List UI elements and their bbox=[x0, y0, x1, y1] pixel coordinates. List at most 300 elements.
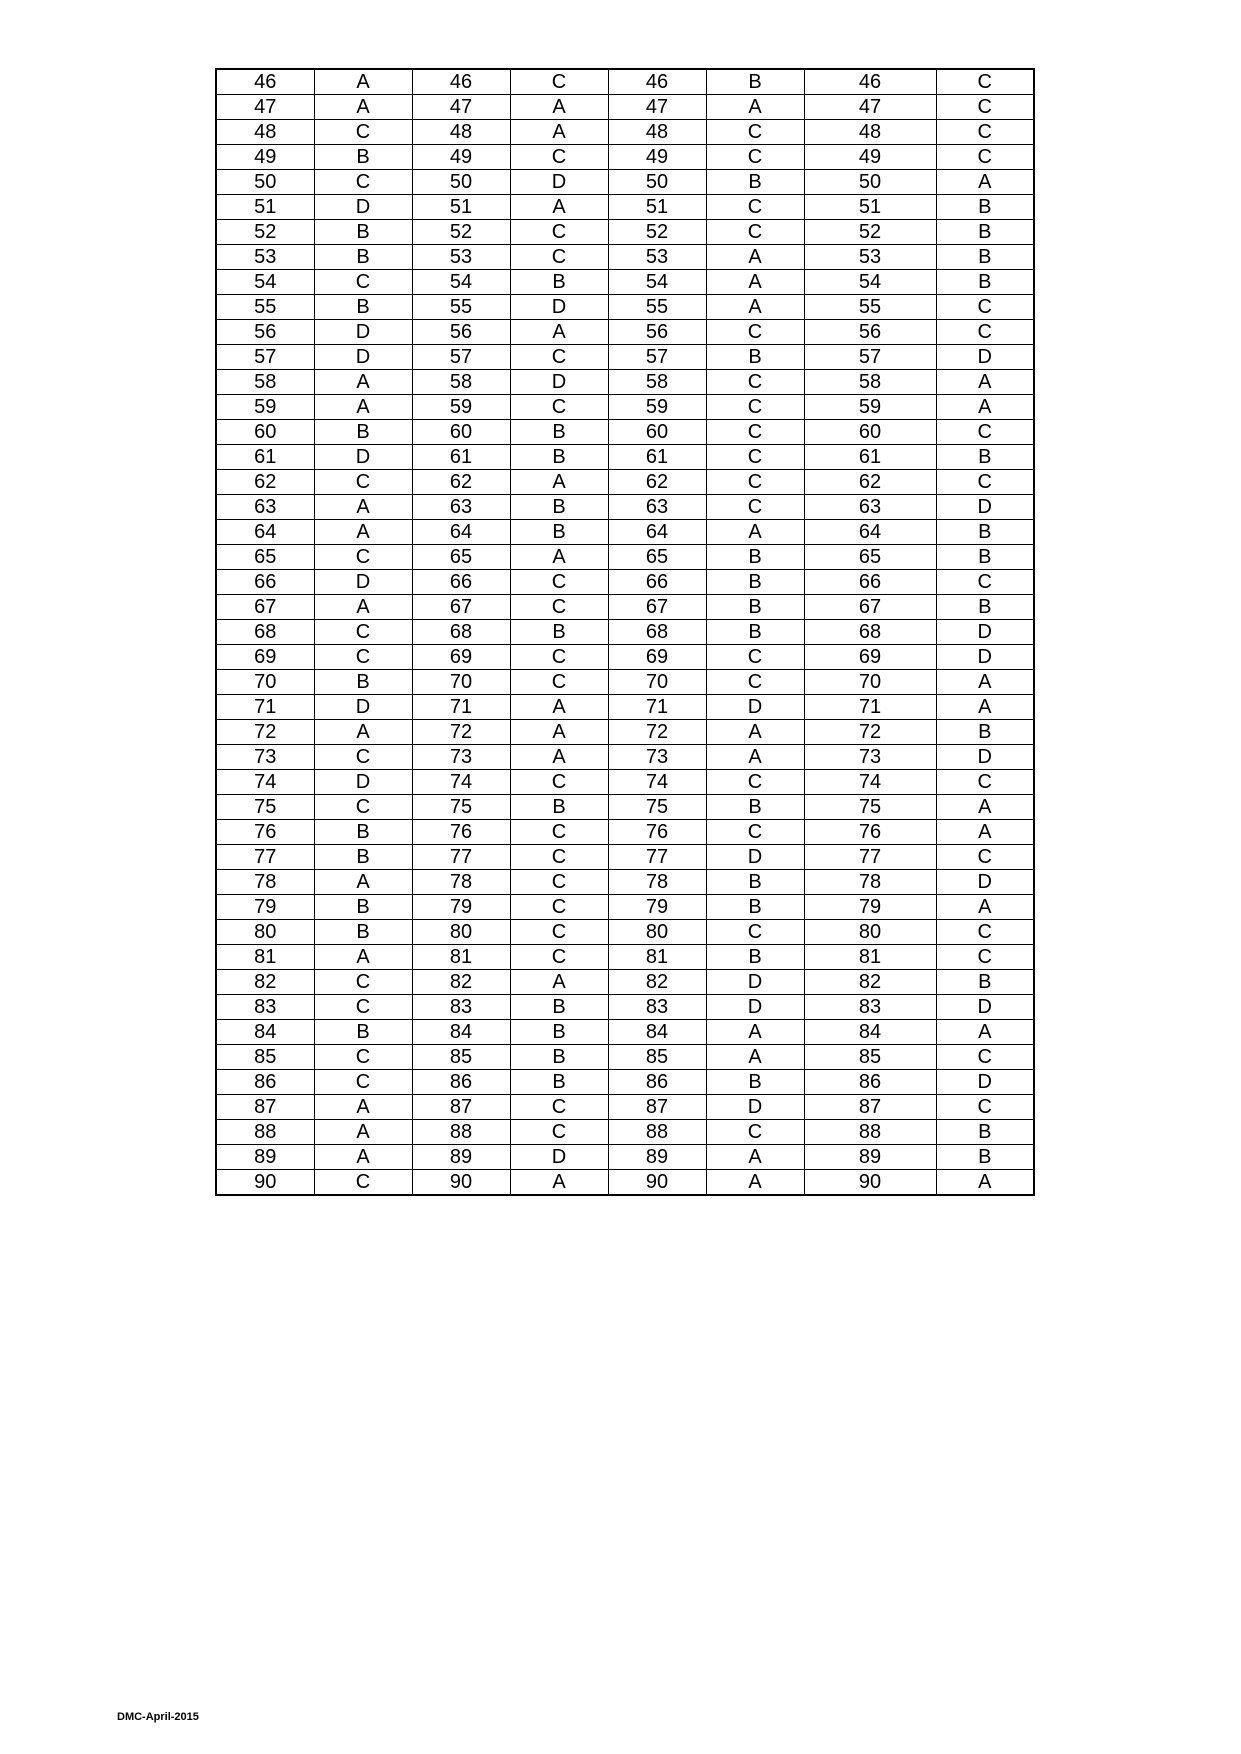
question-number-cell: 75 bbox=[412, 795, 510, 820]
question-number-cell: 88 bbox=[216, 1120, 314, 1145]
answer-cell: A bbox=[510, 195, 608, 220]
question-number-cell: 87 bbox=[412, 1095, 510, 1120]
answer-cell: A bbox=[936, 895, 1034, 920]
answer-cell: C bbox=[314, 545, 412, 570]
table-row bbox=[216, 470, 1034, 495]
answer-cell: C bbox=[706, 645, 804, 670]
question-number-cell: 62 bbox=[804, 470, 936, 495]
question-number-cell: 87 bbox=[608, 1095, 706, 1120]
question-number-cell: 49 bbox=[412, 145, 510, 170]
answer-cell: D bbox=[510, 295, 608, 320]
question-number-cell: 88 bbox=[412, 1120, 510, 1145]
table-row bbox=[216, 845, 1034, 870]
question-number-cell: 86 bbox=[216, 1070, 314, 1095]
question-number-cell: 67 bbox=[412, 595, 510, 620]
answer-cell: D bbox=[510, 170, 608, 195]
question-number-cell: 80 bbox=[804, 920, 936, 945]
answer-cell: B bbox=[510, 995, 608, 1020]
answer-cell: C bbox=[936, 295, 1034, 320]
question-number-cell: 69 bbox=[412, 645, 510, 670]
question-number-cell: 48 bbox=[608, 120, 706, 145]
answer-cell: B bbox=[510, 620, 608, 645]
answer-cell: B bbox=[510, 1070, 608, 1095]
question-number-cell: 78 bbox=[608, 870, 706, 895]
table-row bbox=[216, 270, 1034, 295]
question-number-cell: 72 bbox=[216, 720, 314, 745]
question-number-cell: 85 bbox=[412, 1045, 510, 1070]
question-number-cell: 55 bbox=[608, 295, 706, 320]
question-number-cell: 84 bbox=[804, 1020, 936, 1045]
table-row bbox=[216, 570, 1034, 595]
question-number-cell: 67 bbox=[804, 595, 936, 620]
answer-cell: A bbox=[936, 1170, 1034, 1196]
question-number-cell: 50 bbox=[608, 170, 706, 195]
question-number-cell: 81 bbox=[608, 945, 706, 970]
question-number-cell: 72 bbox=[608, 720, 706, 745]
question-number-cell: 80 bbox=[608, 920, 706, 945]
question-number-cell: 84 bbox=[216, 1020, 314, 1045]
question-number-cell: 72 bbox=[412, 720, 510, 745]
question-number-cell: 52 bbox=[804, 220, 936, 245]
answer-cell: C bbox=[510, 920, 608, 945]
answer-cell: B bbox=[706, 620, 804, 645]
answer-cell: D bbox=[936, 620, 1034, 645]
question-number-cell: 56 bbox=[412, 320, 510, 345]
answer-cell: A bbox=[314, 945, 412, 970]
answer-cell: B bbox=[936, 520, 1034, 545]
question-number-cell: 84 bbox=[608, 1020, 706, 1045]
question-number-cell: 89 bbox=[216, 1145, 314, 1170]
answer-cell: A bbox=[510, 745, 608, 770]
answer-cell: B bbox=[510, 420, 608, 445]
question-number-cell: 54 bbox=[804, 270, 936, 295]
question-number-cell: 83 bbox=[804, 995, 936, 1020]
answer-cell: C bbox=[706, 220, 804, 245]
question-number-cell: 62 bbox=[608, 470, 706, 495]
answer-cell: D bbox=[936, 995, 1034, 1020]
question-number-cell: 73 bbox=[804, 745, 936, 770]
answer-cell: A bbox=[706, 270, 804, 295]
answer-cell: A bbox=[510, 720, 608, 745]
answer-cell: B bbox=[314, 820, 412, 845]
table-row bbox=[216, 1095, 1034, 1120]
answer-cell: D bbox=[314, 320, 412, 345]
question-number-cell: 88 bbox=[608, 1120, 706, 1145]
question-number-cell: 53 bbox=[804, 245, 936, 270]
table-row bbox=[216, 970, 1034, 995]
question-number-cell: 47 bbox=[608, 95, 706, 120]
footer-label: DMC-April-2015 bbox=[117, 1711, 199, 1723]
answer-cell: C bbox=[510, 145, 608, 170]
question-number-cell: 54 bbox=[608, 270, 706, 295]
answer-cell: B bbox=[706, 345, 804, 370]
question-number-cell: 58 bbox=[804, 370, 936, 395]
question-number-cell: 82 bbox=[412, 970, 510, 995]
answer-cell: A bbox=[314, 1095, 412, 1120]
question-number-cell: 61 bbox=[804, 445, 936, 470]
answer-cell: B bbox=[936, 970, 1034, 995]
answer-key-table bbox=[215, 68, 1035, 1196]
question-number-cell: 60 bbox=[412, 420, 510, 445]
question-number-cell: 61 bbox=[412, 445, 510, 470]
question-number-cell: 62 bbox=[412, 470, 510, 495]
answer-cell: C bbox=[314, 745, 412, 770]
question-number-cell: 55 bbox=[804, 295, 936, 320]
answer-cell: A bbox=[314, 1145, 412, 1170]
table-row bbox=[216, 295, 1034, 320]
question-number-cell: 73 bbox=[216, 745, 314, 770]
question-number-cell: 76 bbox=[804, 820, 936, 845]
answer-cell: D bbox=[706, 1095, 804, 1120]
question-number-cell: 90 bbox=[412, 1170, 510, 1196]
question-number-cell: 70 bbox=[216, 670, 314, 695]
question-number-cell: 77 bbox=[216, 845, 314, 870]
question-number-cell: 74 bbox=[412, 770, 510, 795]
answer-cell: C bbox=[936, 845, 1034, 870]
answer-cell: C bbox=[510, 945, 608, 970]
table-row bbox=[216, 720, 1034, 745]
question-number-cell: 67 bbox=[608, 595, 706, 620]
answer-cell: C bbox=[510, 69, 608, 95]
question-number-cell: 60 bbox=[804, 420, 936, 445]
answer-cell: B bbox=[936, 445, 1034, 470]
question-number-cell: 48 bbox=[216, 120, 314, 145]
question-number-cell: 71 bbox=[216, 695, 314, 720]
table-row bbox=[216, 1070, 1034, 1095]
table-row bbox=[216, 1120, 1034, 1145]
question-number-cell: 76 bbox=[412, 820, 510, 845]
table-row bbox=[216, 120, 1034, 145]
answer-cell: C bbox=[510, 845, 608, 870]
answer-cell: C bbox=[510, 1120, 608, 1145]
question-number-cell: 81 bbox=[216, 945, 314, 970]
answer-cell: B bbox=[936, 595, 1034, 620]
question-number-cell: 46 bbox=[412, 69, 510, 95]
table-row bbox=[216, 620, 1034, 645]
question-number-cell: 82 bbox=[608, 970, 706, 995]
question-number-cell: 68 bbox=[804, 620, 936, 645]
answer-key-body bbox=[216, 69, 1034, 1195]
question-number-cell: 64 bbox=[216, 520, 314, 545]
answer-cell: C bbox=[314, 995, 412, 1020]
answer-cell: D bbox=[314, 345, 412, 370]
answer-cell: A bbox=[510, 320, 608, 345]
table-row bbox=[216, 1020, 1034, 1045]
table-row bbox=[216, 920, 1034, 945]
question-number-cell: 78 bbox=[804, 870, 936, 895]
answer-cell: C bbox=[314, 1045, 412, 1070]
answer-cell: A bbox=[510, 1170, 608, 1196]
question-number-cell: 55 bbox=[216, 295, 314, 320]
table-row bbox=[216, 945, 1034, 970]
answer-cell: C bbox=[314, 170, 412, 195]
answer-cell: C bbox=[510, 645, 608, 670]
answer-cell: C bbox=[510, 870, 608, 895]
question-number-cell: 71 bbox=[608, 695, 706, 720]
table-row bbox=[216, 170, 1034, 195]
question-number-cell: 86 bbox=[608, 1070, 706, 1095]
question-number-cell: 59 bbox=[608, 395, 706, 420]
answer-cell: C bbox=[936, 1095, 1034, 1120]
table-row bbox=[216, 870, 1034, 895]
answer-cell: C bbox=[510, 770, 608, 795]
answer-cell: C bbox=[706, 670, 804, 695]
answer-cell: C bbox=[706, 445, 804, 470]
answer-cell: A bbox=[510, 470, 608, 495]
table-row bbox=[216, 320, 1034, 345]
question-number-cell: 65 bbox=[804, 545, 936, 570]
answer-cell: A bbox=[706, 745, 804, 770]
answer-cell: D bbox=[936, 345, 1034, 370]
question-number-cell: 89 bbox=[804, 1145, 936, 1170]
answer-cell: A bbox=[706, 1045, 804, 1070]
question-number-cell: 90 bbox=[608, 1170, 706, 1196]
table-row bbox=[216, 345, 1034, 370]
answer-cell: D bbox=[510, 1145, 608, 1170]
answer-cell: B bbox=[706, 870, 804, 895]
question-number-cell: 69 bbox=[608, 645, 706, 670]
table-row bbox=[216, 145, 1034, 170]
answer-cell: B bbox=[936, 545, 1034, 570]
question-number-cell: 77 bbox=[412, 845, 510, 870]
question-number-cell: 77 bbox=[608, 845, 706, 870]
question-number-cell: 47 bbox=[804, 95, 936, 120]
question-number-cell: 57 bbox=[608, 345, 706, 370]
answer-cell: A bbox=[510, 695, 608, 720]
answer-cell: C bbox=[706, 770, 804, 795]
answer-cell: C bbox=[314, 795, 412, 820]
answer-cell: C bbox=[706, 395, 804, 420]
answer-cell: C bbox=[314, 620, 412, 645]
answer-cell: A bbox=[936, 370, 1034, 395]
answer-cell: A bbox=[510, 120, 608, 145]
answer-cell: B bbox=[936, 270, 1034, 295]
question-number-cell: 86 bbox=[804, 1070, 936, 1095]
question-number-cell: 47 bbox=[412, 95, 510, 120]
question-number-cell: 80 bbox=[216, 920, 314, 945]
answer-cell: A bbox=[706, 95, 804, 120]
answer-cell: C bbox=[936, 320, 1034, 345]
answer-cell: C bbox=[314, 645, 412, 670]
answer-cell: C bbox=[706, 1120, 804, 1145]
answer-cell: C bbox=[314, 1170, 412, 1196]
question-number-cell: 63 bbox=[216, 495, 314, 520]
answer-cell: A bbox=[314, 1120, 412, 1145]
question-number-cell: 79 bbox=[412, 895, 510, 920]
answer-cell: A bbox=[510, 95, 608, 120]
answer-cell: C bbox=[510, 895, 608, 920]
question-number-cell: 69 bbox=[216, 645, 314, 670]
answer-cell: B bbox=[706, 545, 804, 570]
question-number-cell: 85 bbox=[608, 1045, 706, 1070]
answer-cell: C bbox=[314, 270, 412, 295]
answer-cell: B bbox=[936, 1120, 1034, 1145]
answer-cell: C bbox=[936, 920, 1034, 945]
answer-cell: D bbox=[936, 745, 1034, 770]
answer-cell: C bbox=[706, 320, 804, 345]
answer-cell: C bbox=[510, 245, 608, 270]
question-number-cell: 50 bbox=[216, 170, 314, 195]
question-number-cell: 87 bbox=[216, 1095, 314, 1120]
question-number-cell: 65 bbox=[608, 545, 706, 570]
answer-cell: C bbox=[936, 470, 1034, 495]
question-number-cell: 59 bbox=[216, 395, 314, 420]
answer-cell: B bbox=[510, 520, 608, 545]
answer-cell: C bbox=[510, 820, 608, 845]
question-number-cell: 75 bbox=[216, 795, 314, 820]
question-number-cell: 46 bbox=[216, 69, 314, 95]
question-number-cell: 66 bbox=[412, 570, 510, 595]
question-number-cell: 63 bbox=[608, 495, 706, 520]
question-number-cell: 59 bbox=[412, 395, 510, 420]
answer-cell: B bbox=[706, 170, 804, 195]
table-row bbox=[216, 995, 1034, 1020]
question-number-cell: 48 bbox=[804, 120, 936, 145]
answer-cell: A bbox=[314, 520, 412, 545]
answer-cell: A bbox=[314, 595, 412, 620]
question-number-cell: 74 bbox=[216, 770, 314, 795]
question-number-cell: 65 bbox=[216, 545, 314, 570]
question-number-cell: 66 bbox=[216, 570, 314, 595]
question-number-cell: 55 bbox=[412, 295, 510, 320]
answer-cell: A bbox=[314, 95, 412, 120]
question-number-cell: 64 bbox=[412, 520, 510, 545]
answer-cell: C bbox=[936, 69, 1034, 95]
question-number-cell: 46 bbox=[804, 69, 936, 95]
question-number-cell: 64 bbox=[804, 520, 936, 545]
answer-cell: A bbox=[936, 1020, 1034, 1045]
question-number-cell: 54 bbox=[216, 270, 314, 295]
question-number-cell: 68 bbox=[412, 620, 510, 645]
answer-cell: B bbox=[314, 895, 412, 920]
table-row bbox=[216, 745, 1034, 770]
answer-cell: A bbox=[706, 720, 804, 745]
answer-cell: B bbox=[510, 495, 608, 520]
question-number-cell: 58 bbox=[608, 370, 706, 395]
answer-cell: A bbox=[314, 69, 412, 95]
question-number-cell: 89 bbox=[412, 1145, 510, 1170]
table-row bbox=[216, 445, 1034, 470]
question-number-cell: 81 bbox=[804, 945, 936, 970]
answer-cell: D bbox=[314, 570, 412, 595]
question-number-cell: 60 bbox=[608, 420, 706, 445]
question-number-cell: 52 bbox=[412, 220, 510, 245]
answer-cell: A bbox=[706, 1145, 804, 1170]
answer-cell: C bbox=[936, 420, 1034, 445]
table-row bbox=[216, 545, 1034, 570]
table-row bbox=[216, 1045, 1034, 1070]
question-number-cell: 68 bbox=[608, 620, 706, 645]
table-row bbox=[216, 195, 1034, 220]
table-row bbox=[216, 245, 1034, 270]
answer-cell: D bbox=[936, 870, 1034, 895]
question-number-cell: 51 bbox=[412, 195, 510, 220]
table-row bbox=[216, 1145, 1034, 1170]
answer-cell: C bbox=[314, 120, 412, 145]
answer-cell: C bbox=[706, 495, 804, 520]
answer-cell: C bbox=[510, 1095, 608, 1120]
question-number-cell: 49 bbox=[804, 145, 936, 170]
question-number-cell: 74 bbox=[608, 770, 706, 795]
answer-cell: D bbox=[706, 970, 804, 995]
answer-cell: D bbox=[314, 770, 412, 795]
answer-cell: D bbox=[510, 370, 608, 395]
answer-cell: C bbox=[510, 220, 608, 245]
question-number-cell: 60 bbox=[216, 420, 314, 445]
question-number-cell: 71 bbox=[412, 695, 510, 720]
answer-cell: A bbox=[706, 1170, 804, 1196]
answer-cell: B bbox=[510, 445, 608, 470]
answer-cell: D bbox=[314, 695, 412, 720]
question-number-cell: 83 bbox=[216, 995, 314, 1020]
answer-cell: C bbox=[510, 670, 608, 695]
question-number-cell: 71 bbox=[804, 695, 936, 720]
answer-cell: C bbox=[936, 95, 1034, 120]
question-number-cell: 46 bbox=[608, 69, 706, 95]
question-number-cell: 75 bbox=[804, 795, 936, 820]
question-number-cell: 72 bbox=[804, 720, 936, 745]
question-number-cell: 70 bbox=[412, 670, 510, 695]
answer-cell: A bbox=[706, 520, 804, 545]
answer-cell: A bbox=[510, 970, 608, 995]
answer-cell: B bbox=[706, 69, 804, 95]
question-number-cell: 57 bbox=[412, 345, 510, 370]
question-number-cell: 52 bbox=[216, 220, 314, 245]
question-number-cell: 53 bbox=[412, 245, 510, 270]
answer-cell: B bbox=[314, 295, 412, 320]
answer-cell: A bbox=[314, 495, 412, 520]
question-number-cell: 53 bbox=[216, 245, 314, 270]
answer-cell: B bbox=[314, 920, 412, 945]
answer-cell: B bbox=[314, 420, 412, 445]
answer-cell: A bbox=[314, 395, 412, 420]
answer-cell: C bbox=[706, 120, 804, 145]
question-number-cell: 75 bbox=[608, 795, 706, 820]
answer-cell: B bbox=[936, 245, 1034, 270]
table-row bbox=[216, 495, 1034, 520]
answer-cell: D bbox=[936, 645, 1034, 670]
question-number-cell: 81 bbox=[412, 945, 510, 970]
question-number-cell: 56 bbox=[608, 320, 706, 345]
question-number-cell: 83 bbox=[412, 995, 510, 1020]
question-number-cell: 79 bbox=[216, 895, 314, 920]
answer-cell: D bbox=[706, 995, 804, 1020]
answer-cell: B bbox=[706, 1070, 804, 1095]
table-row bbox=[216, 395, 1034, 420]
answer-cell: A bbox=[314, 720, 412, 745]
answer-cell: A bbox=[706, 1020, 804, 1045]
question-number-cell: 85 bbox=[804, 1045, 936, 1070]
answer-cell: C bbox=[314, 470, 412, 495]
question-number-cell: 90 bbox=[216, 1170, 314, 1196]
answer-cell: B bbox=[314, 670, 412, 695]
question-number-cell: 64 bbox=[608, 520, 706, 545]
question-number-cell: 86 bbox=[412, 1070, 510, 1095]
answer-cell: D bbox=[706, 695, 804, 720]
answer-cell: D bbox=[314, 195, 412, 220]
answer-cell: A bbox=[706, 295, 804, 320]
table-row bbox=[216, 645, 1034, 670]
answer-cell: C bbox=[936, 120, 1034, 145]
question-number-cell: 57 bbox=[216, 345, 314, 370]
question-number-cell: 88 bbox=[804, 1120, 936, 1145]
question-number-cell: 85 bbox=[216, 1045, 314, 1070]
question-number-cell: 84 bbox=[412, 1020, 510, 1045]
question-number-cell: 47 bbox=[216, 95, 314, 120]
table-row bbox=[216, 95, 1034, 120]
question-number-cell: 90 bbox=[804, 1170, 936, 1196]
question-number-cell: 63 bbox=[412, 495, 510, 520]
